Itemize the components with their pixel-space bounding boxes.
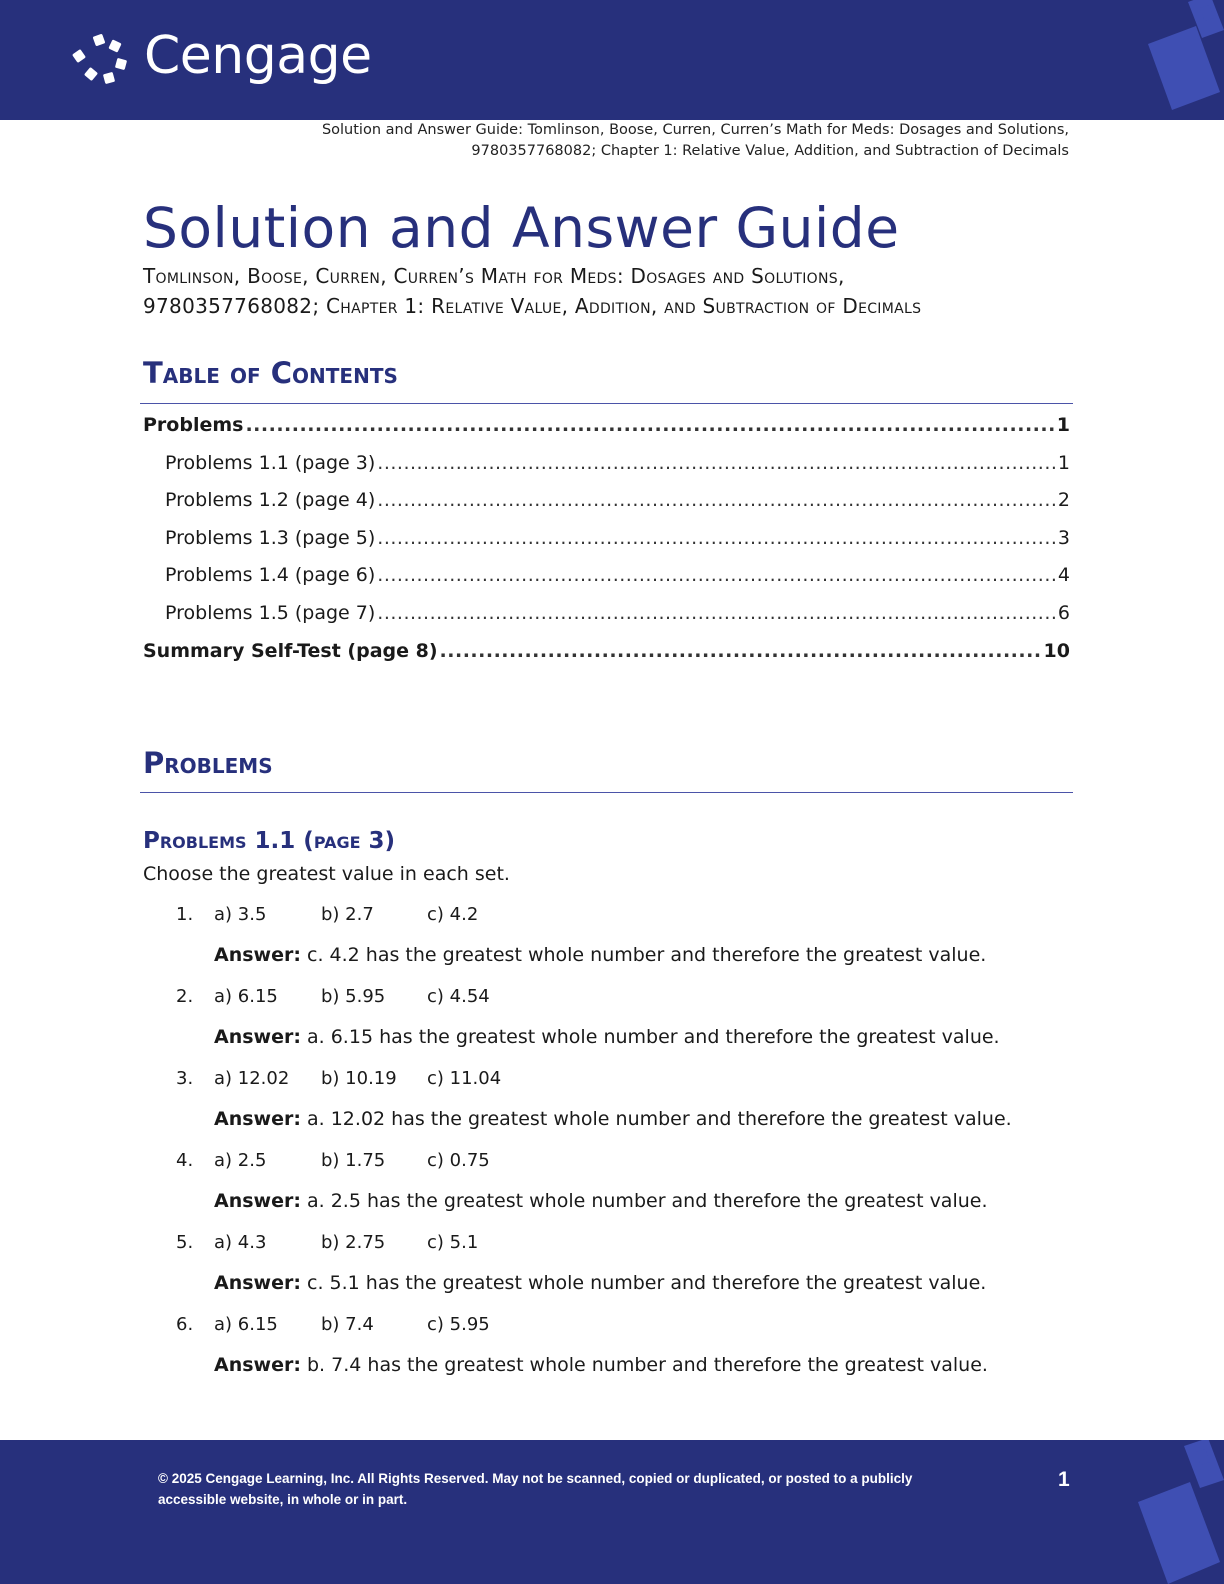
answer-label: Answer:	[214, 1108, 301, 1130]
answer-line	[214, 1108, 1012, 1130]
answer-text: a. 2.5 has the greatest whole number and therefore the greatest value.	[307, 1190, 988, 1212]
answer-text: c. 5.1 has the greatest whole number and therefore the greatest value.	[307, 1272, 987, 1294]
answer-label: Answer:	[214, 1354, 301, 1376]
problem-number: 3.	[176, 1068, 194, 1089]
toc-entry-page: 6	[1057, 601, 1070, 624]
answer-label: Answer:	[214, 1272, 301, 1294]
toc-entry-summary-self-test[interactable]	[143, 640, 1070, 678]
option-b: b) 2.75	[321, 1232, 386, 1253]
page-number: 1	[1058, 1468, 1070, 1491]
option-a: a) 6.15	[214, 986, 278, 1007]
option-c: c) 5.95	[427, 1314, 490, 1335]
option-c: c) 4.2	[427, 904, 479, 925]
answer-line	[214, 1026, 1000, 1048]
toc-entry-problems[interactable]	[143, 414, 1070, 452]
toc-entry-page: 3	[1057, 526, 1070, 549]
toc-entry-label: Problems 1.2 (page 4)	[165, 489, 376, 512]
problem-item	[0, 1230, 1224, 1312]
instruction-text: Choose the greatest value in each set.	[143, 863, 510, 885]
running-head-line-2: 9780357768082; Chapter 1: Relative Value, Addition, and Subtraction of Decimals	[471, 143, 1069, 159]
toc-entry-label: Problems 1.1 (page 3)	[165, 451, 376, 474]
copyright-line-2: accessible website, in whole or in part.	[158, 1492, 408, 1507]
toc-entry-problems-1-3[interactable]	[143, 527, 1070, 565]
answer-line	[214, 944, 986, 966]
problems-divider	[140, 792, 1073, 793]
problem-number: 2.	[176, 986, 194, 1007]
toc-entry-label: Problems	[143, 414, 244, 436]
copyright-notice	[158, 1468, 958, 1510]
answer-text: b. 7.4 has the greatest whole number and therefore the greatest value.	[307, 1354, 988, 1376]
toc-divider	[140, 403, 1073, 404]
option-c: c) 11.04	[427, 1068, 502, 1089]
document-subtitle	[143, 261, 1103, 321]
problem-number: 6.	[176, 1314, 194, 1335]
subtitle-line-2: 9780357768082; Chapter 1: Relative Value, Addition, and Subtraction of Decimals	[143, 294, 922, 318]
toc-entry-page: 2	[1057, 489, 1070, 512]
toc-leader-dots	[440, 640, 1042, 662]
toc-entry-problems-1-5[interactable]	[143, 602, 1070, 640]
option-a: a) 12.02	[214, 1068, 290, 1089]
answer-label: Answer:	[214, 1190, 301, 1212]
answer-text: a. 12.02 has the greatest whole number and therefore the greatest value.	[307, 1108, 1012, 1130]
running-head	[149, 120, 1069, 162]
problem-item	[0, 902, 1224, 984]
toc-leader-dots	[377, 489, 1056, 511]
answer-text: c. 4.2 has the greatest whole number and therefore the greatest value.	[307, 944, 987, 966]
toc-entry-problems-1-1[interactable]	[143, 452, 1070, 490]
answer-text: a. 6.15 has the greatest whole number and therefore the greatest value.	[307, 1026, 1000, 1048]
logo-text: Cengage	[144, 26, 372, 86]
option-b: b) 1.75	[321, 1150, 386, 1171]
footer-corner-decoration-icon	[1132, 1440, 1224, 1584]
cengage-logo-icon	[72, 33, 134, 89]
problem-number: 5.	[176, 1232, 194, 1253]
option-b: b) 7.4	[321, 1314, 374, 1335]
answer-label: Answer:	[214, 1026, 301, 1048]
option-a: a) 2.5	[214, 1150, 267, 1171]
toc-leader-dots	[377, 452, 1056, 474]
option-b: b) 5.95	[321, 986, 386, 1007]
toc-entry-page: 1	[1056, 414, 1070, 436]
document-title: Solution and Answer Guide	[143, 196, 900, 260]
toc-leader-dots	[377, 527, 1056, 549]
answer-line	[214, 1272, 986, 1294]
option-a: a) 6.15	[214, 1314, 278, 1335]
toc-entry-page: 10	[1043, 639, 1070, 662]
toc-entry-problems-1-4[interactable]	[143, 564, 1070, 602]
table-of-contents	[143, 414, 1070, 677]
option-b: b) 10.19	[321, 1068, 397, 1089]
problem-number: 1.	[176, 904, 194, 925]
problem-item	[0, 984, 1224, 1066]
answer-line	[214, 1354, 988, 1376]
toc-leader-dots	[245, 414, 1054, 436]
answer-label: Answer:	[214, 944, 301, 966]
toc-leader-dots	[377, 602, 1056, 624]
problem-item	[0, 1066, 1224, 1148]
toc-entry-problems-1-2[interactable]	[143, 489, 1070, 527]
option-c: c) 4.54	[427, 986, 490, 1007]
footer-band	[0, 1440, 1224, 1584]
running-head-line-1: Solution and Answer Guide: Tomlinson, Boose, Curren, Curren’s Math for Meds: Dosages and Solutions,	[321, 122, 1069, 138]
problem-item	[0, 1148, 1224, 1230]
toc-entry-page: 1	[1057, 451, 1070, 474]
problems-heading: Problems	[143, 746, 273, 780]
toc-heading: Table of Contents	[143, 356, 398, 390]
problems-1-1-heading: Problems 1.1 (page 3)	[143, 828, 396, 854]
toc-entry-label: Summary Self-Test (page 8)	[143, 639, 438, 662]
option-a: a) 3.5	[214, 904, 267, 925]
corner-decoration-icon	[1140, 0, 1224, 120]
toc-entry-label: Problems 1.3 (page 5)	[165, 526, 376, 549]
problem-item	[0, 1312, 1224, 1394]
copyright-line-1: © 2025 Cengage Learning, Inc. All Rights Reserved. May not be scanned, copied or duplicated, or posted to a publicly	[158, 1471, 913, 1486]
option-a: a) 4.3	[214, 1232, 267, 1253]
answer-line	[214, 1190, 988, 1212]
subtitle-line-1: Tomlinson, Boose, Curren, Curren’s Math for Meds: Dosages and Solutions,	[143, 264, 845, 288]
option-c: c) 0.75	[427, 1150, 490, 1171]
toc-leader-dots	[377, 564, 1056, 586]
problem-number: 4.	[176, 1150, 194, 1171]
header-band	[0, 0, 1224, 120]
toc-entry-page: 4	[1057, 564, 1070, 587]
option-b: b) 2.7	[321, 904, 374, 925]
toc-entry-label: Problems 1.5 (page 7)	[165, 601, 376, 624]
toc-entry-label: Problems 1.4 (page 6)	[165, 564, 376, 587]
problem-list	[0, 902, 1224, 1394]
option-c: c) 5.1	[427, 1232, 479, 1253]
